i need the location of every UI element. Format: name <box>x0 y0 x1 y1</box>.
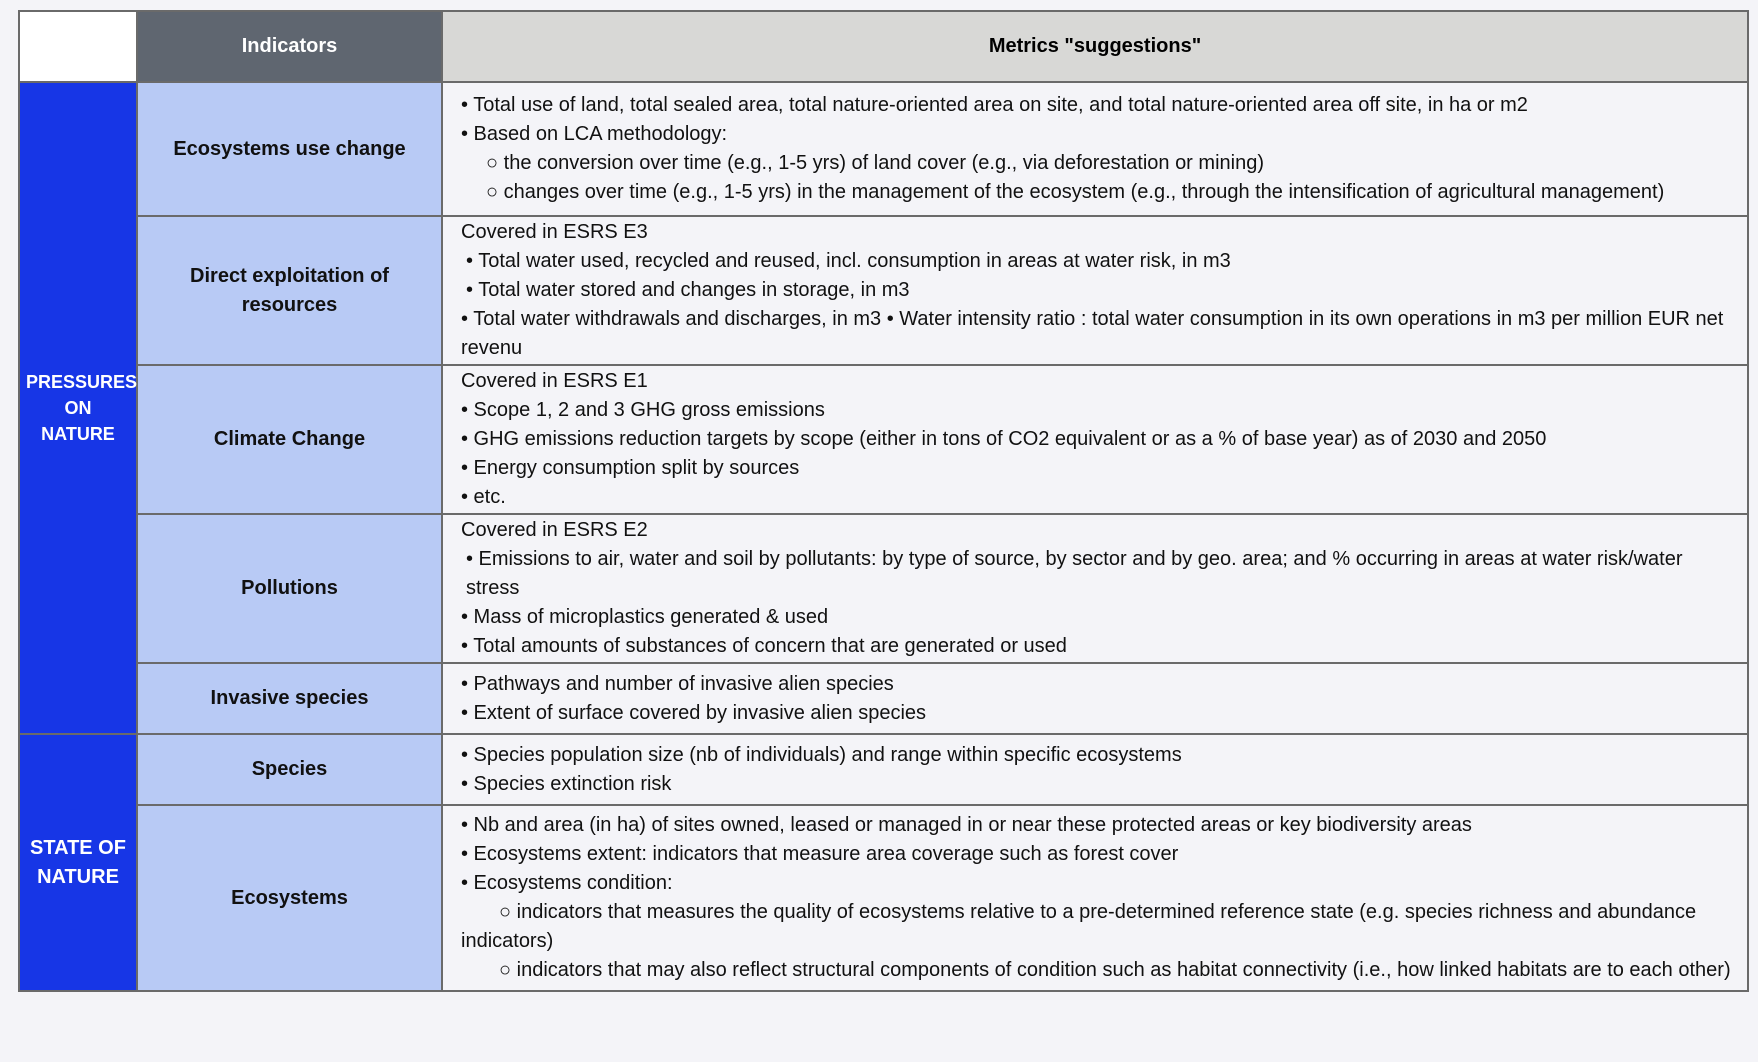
table-row <box>19 82 1748 216</box>
metric-line: • Total water used, recycled and reused, incl. consumption in areas at water risk, in m3 <box>466 250 1231 272</box>
indicator-species: Species <box>137 734 442 805</box>
metric-line: Covered in ESRS E1 <box>461 370 648 392</box>
metrics-table <box>18 10 1749 992</box>
metric-line: • Energy consumption split by sources <box>461 457 800 479</box>
metric-subline: ○ changes over time (e.g., 1-5 yrs) in the management of the ecosystem (e.g., through the intensification of agricultural management) <box>486 181 1665 203</box>
metrics-cell <box>442 365 1748 514</box>
metrics-cell <box>442 663 1748 734</box>
metric-line: • Total use of land, total sealed area, total nature-oriented area on site, and total nature-oriented area off site, in ha or m2 <box>461 94 1528 116</box>
metric-line: • etc. <box>461 486 506 508</box>
metric-line: • Mass of microplastics generated & used <box>461 606 829 628</box>
indicator-ecosystems: Ecosystems <box>137 805 442 991</box>
table-row <box>19 365 1748 514</box>
metric-line: • GHG emissions reduction targets by scope (either in tons of CO2 equivalent or as a % of base year) as of 2030 and 2050 <box>461 428 1547 450</box>
table-row <box>19 663 1748 734</box>
metric-line: • Pathways and number of invasive alien species <box>461 672 894 695</box>
corner-cell <box>19 11 137 82</box>
table-row <box>19 734 1748 805</box>
metric-line: • Species population size (nb of individuals) and range within specific ecosystems <box>461 743 1182 766</box>
metric-line: • Based on LCA methodology: <box>461 123 728 145</box>
metric-subline: ○ indicators that measures the quality of ecosystems relative to a pre-determined reference state (e.g. species richness and abundance indicators) <box>461 901 1697 952</box>
metric-line: • Extent of surface covered by invasive alien species <box>461 701 927 724</box>
indicator-pollutions: Pollutions <box>137 514 442 663</box>
indicator-climate-change: Climate Change <box>137 365 442 514</box>
indicator-invasive-species: Invasive species <box>137 663 442 734</box>
metrics-cell <box>442 514 1748 663</box>
indicators-header: Indicators <box>137 11 442 82</box>
metric-line: • Total amounts of substances of concern that are generated or used <box>461 635 1067 657</box>
table-row <box>19 805 1748 991</box>
table-row <box>19 216 1748 365</box>
metric-line: Covered in ESRS E2 <box>461 519 648 541</box>
indicator-direct-exploitation: Direct exploitation of resources <box>137 216 442 365</box>
metric-line: • Ecosystems extent: indicators that measure area coverage such as forest cover <box>461 843 1179 865</box>
metric-subline: ○ the conversion over time (e.g., 1-5 yrs) of land cover (e.g., via deforestation or mining) <box>486 152 1264 174</box>
metrics-cell <box>442 734 1748 805</box>
metric-subline: ○ indicators that may also reflect structural components of condition such as habitat connectivity (i.e., how linked habitats are to each other) <box>499 959 1731 981</box>
indicator-ecosystems-use-change: Ecosystems use change <box>137 82 442 216</box>
header-row <box>19 11 1748 82</box>
metric-line: Covered in ESRS E3 <box>461 221 648 243</box>
metric-line: • Scope 1, 2 and 3 GHG gross emissions <box>461 399 825 421</box>
metrics-header: Metrics "suggestions" <box>442 11 1748 82</box>
metric-line: • Total water stored and changes in storage, in m3 <box>466 279 910 301</box>
metrics-cell <box>442 82 1748 216</box>
metrics-cell <box>442 805 1748 991</box>
category-state-of-nature: STATE OF NATURE <box>19 734 137 991</box>
metric-line: • Nb and area (in ha) of sites owned, leased or managed in or near these protected areas or key biodiversity areas <box>461 814 1472 836</box>
metric-line: • Total water withdrawals and discharges, in m3 • Water intensity ratio : total water consumption in its own operations in m3 per million EUR net revenu <box>461 308 1724 359</box>
category-pressures-on-nature: PRESSURES ON NATURE <box>19 82 137 734</box>
table-row <box>19 514 1748 663</box>
metrics-cell <box>442 216 1748 365</box>
metric-line: • Species extinction risk <box>461 772 672 795</box>
metric-line: • Ecosystems condition: <box>461 872 673 894</box>
metric-line: • Emissions to air, water and soil by pollutants: by type of source, by sector and by geo. area; and % occurring in areas at water risk/water stress <box>466 548 1683 599</box>
